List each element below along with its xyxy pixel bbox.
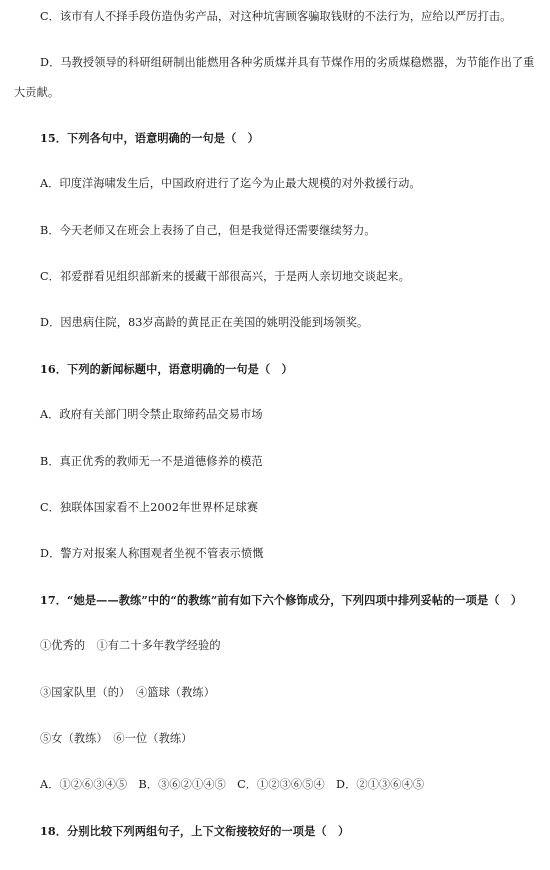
option-d-q14: D．马教授领导的科研组研制出能燃用各种劣质煤并具有节煤作用的劣质煤稳燃器，为节能作出了重 <box>40 56 535 69</box>
option-d-q14-continuation: 大贡献。 <box>14 86 60 99</box>
option-d-q15: D．因患病住院，83岁高龄的黄昆正在美国的姚明没能到场领奖。 <box>40 316 369 329</box>
option-b-q16: B．真正优秀的教师无一不是道德修养的模范 <box>40 455 263 468</box>
option-c-q16: C．独联体国家看不上2002年世界杯足球赛 <box>40 501 259 514</box>
modifier-line-1: ①优秀的 ①有二十多年教学经验的 <box>40 639 221 652</box>
option-a-q16: A．政府有关部门明令禁止取缔药品交易市场 <box>40 408 263 421</box>
option-c-q14: C．该市有人不择手段仿造伪劣产品，对这种坑害顾客骗取钱财的不法行为，应给以严厉打击。 <box>40 10 512 23</box>
question-15: 15．下列各句中，语意明确的一句是（ ） <box>40 131 259 145</box>
option-c-q15: C．祁爱群看见组织部新来的援藏干部很高兴，于是两人亲切地交谈起来。 <box>40 270 410 283</box>
question-17: 17．“她是——教练”中的“的教练”前有如下六个修饰成分，下列四项中排列妥帖的一项是（ ） <box>40 593 523 607</box>
question-16: 16．下列的新闻标题中，语意明确的一句是（ ） <box>40 362 293 376</box>
options-q17: A．①②⑥③④⑤ B．③⑥②①④⑤ C．①②③⑥⑤④ D．②①③⑥④⑤ <box>40 778 425 791</box>
modifier-line-3: ⑤女（教练） ⑥一位（教练） <box>40 732 193 745</box>
option-b-q15: B．今天老师又在班会上表扬了自己，但是我觉得还需要继续努力。 <box>40 224 376 237</box>
question-18: 18．分别比较下列两组句子，上下文衔接较好的一项是（ ） <box>40 824 350 838</box>
modifier-line-2: ③国家队里（的） ④篮球（教练） <box>40 686 216 699</box>
option-d-q16: D．警方对报案人称围观者坐视不管表示愤慨 <box>40 547 264 560</box>
option-a-q15: A．印度洋海啸发生后，中国政府进行了迄今为止最大规模的对外救援行动。 <box>40 177 421 190</box>
